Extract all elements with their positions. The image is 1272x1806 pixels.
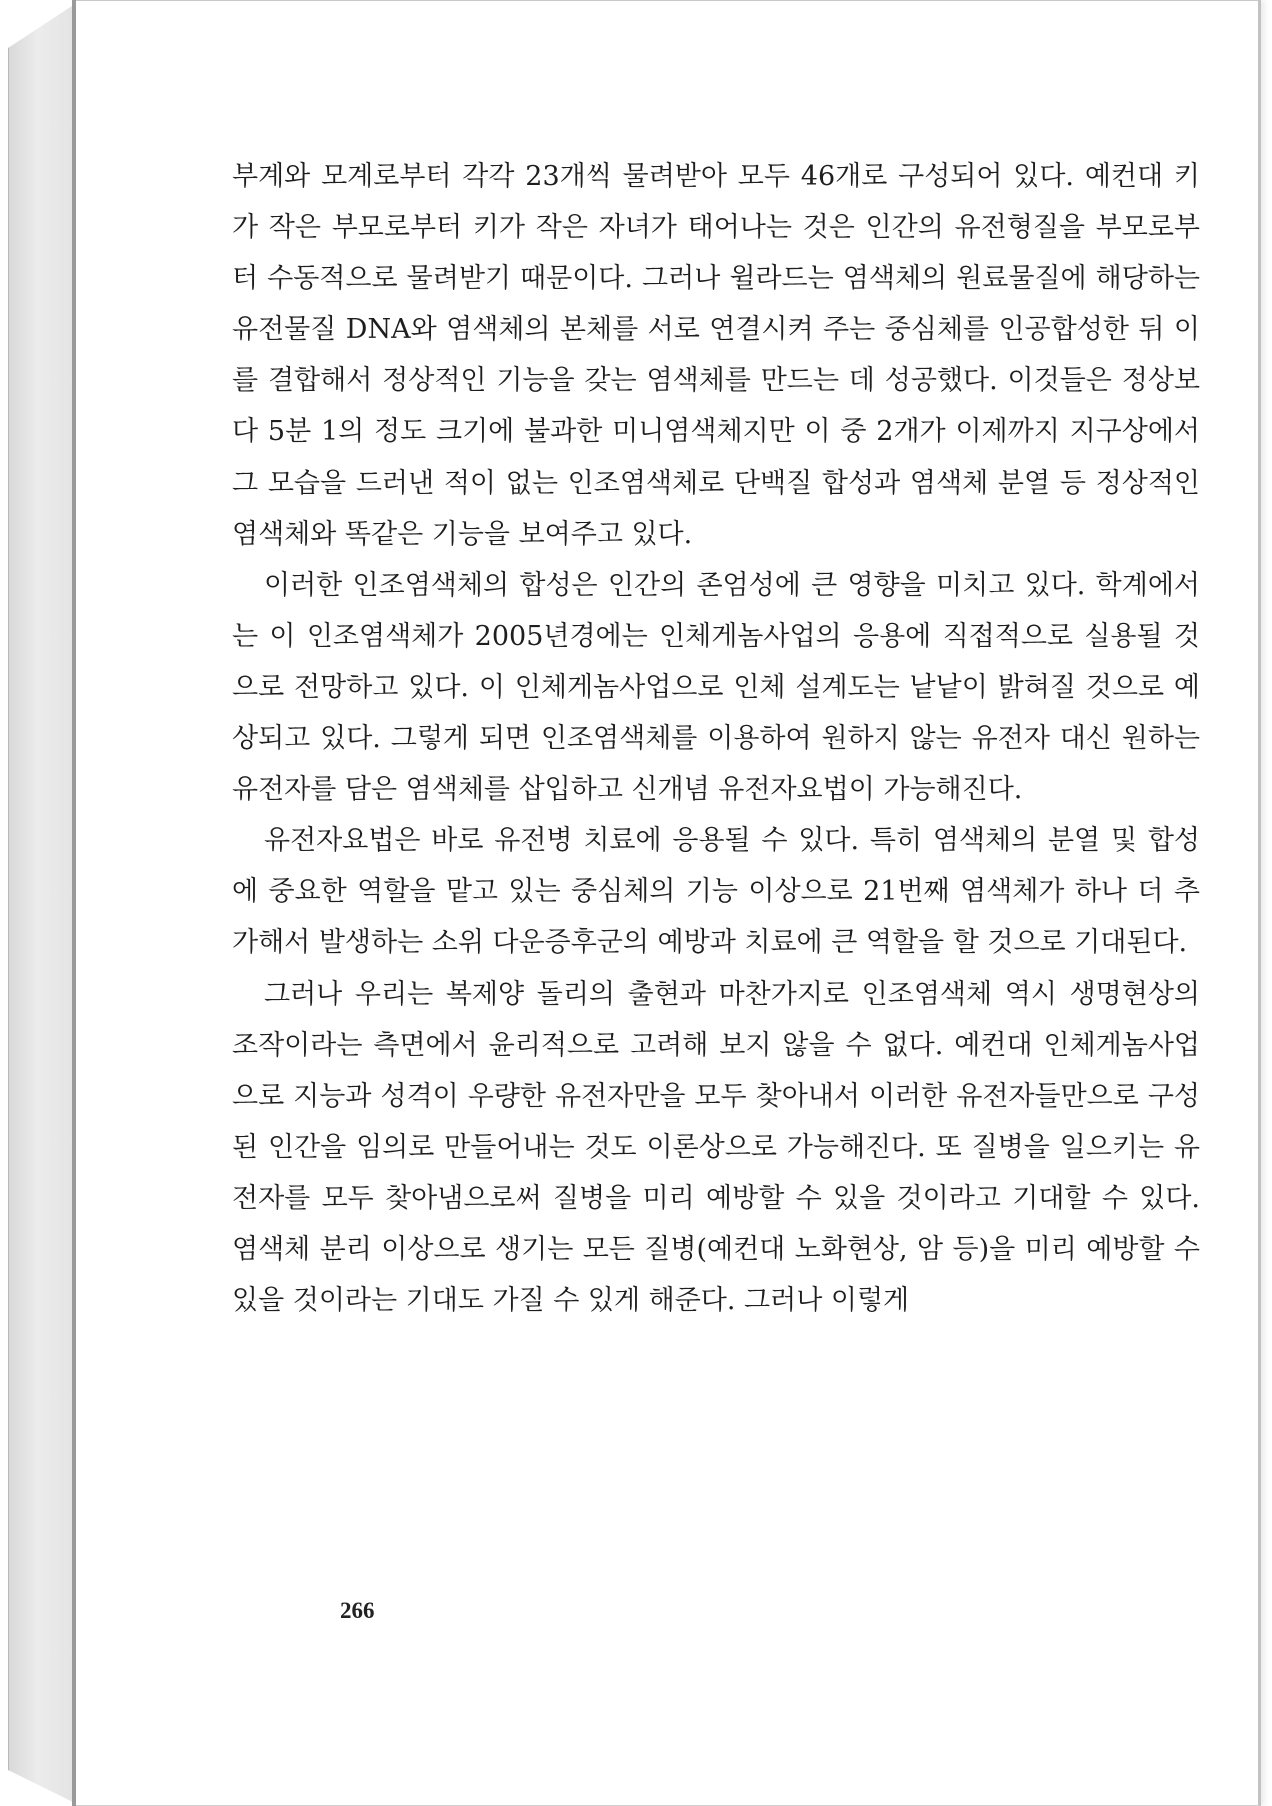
- paragraph-1: 부계와 모계로부터 각각 23개씩 물려받아 모두 46개로 구성되어 있다. 예컨대 키가 작은 부모로부터 키가 작은 자녀가 태어나는 것은 인간의 유전형질을 부모로부터 수동적으로 물려받기 때문이다. 그러나 윌라드는 염색체의 원료물질에 해당하는 유전물질 DNA와 염색체의 본체를 서로 연결시켜 주는 중심체를 인공합성한 뒤 이를 결합해서 정상적인 기능을 갖는 염색체를 만드는 데 성공했다. 이것들은 정상보다 5분 1의 정도 크기에 불과한 미니염색체지만 이 중 2개가 이제까지 지구상에서 그 모습을 드러낸 적이 없는 인조염색체로 단백질 합성과 염색체 분열 등 정상적인 염색체와 똑같은 기능을 보여주고 있다.: [232, 161, 1200, 550]
- paragraph-4: 그러나 우리는 복제양 돌리의 출현과 마찬가지로 인조염색체 역시 생명현상의 조작이라는 측면에서 윤리적으로 고려해 보지 않을 수 없다. 예컨대 인체게놈사업으로 지능과 성격이 우량한 유전자만을 모두 찾아내서 이러한 유전자들만으로 구성된 인간을 임의로 만들어내는 것도 이론상으로 가능해진다. 또 질병을 일으키는 유전자를 모두 찾아냄으로써 질병을 미리 예방할 수 있을 것이라고 기대할 수 있다. 염색체 분리 이상으로 생기는 모든 질병(예컨대 노화현상, 암 등)을 미리 예방할 수 있을 것이라는 기대도 가질 수 있게 해준다. 그러나 이렇게: [232, 978, 1200, 1317]
- book-spine: [8, 0, 81, 1806]
- book-page: [76, 0, 1261, 1806]
- page-number: 266: [340, 1598, 375, 1623]
- page-body-text: [232, 151, 1200, 1326]
- paragraph-3: 유전자요법은 바로 유전병 치료에 응용될 수 있다. 특히 염색체의 분열 및 합성에 중요한 역할을 맡고 있는 중심체의 기능 이상으로 21번째 염색체가 하나 더 추가해서 발생하는 소위 다운증후군의 예방과 치료에 큰 역할을 할 것으로 기대된다.: [232, 825, 1200, 959]
- paragraph-2: 이러한 인조염색체의 합성은 인간의 존엄성에 큰 영향을 미치고 있다. 학계에서는 이 인조염색체가 2005년경에는 인체게놈사업의 응용에 직접적으로 실용될 것으로 전망하고 있다. 이 인체게놈사업으로 인체 설계도는 낱낱이 밝혀질 것으로 예상되고 있다. 그렇게 되면 인조염색체를 이용하여 원하지 않는 유전자 대신 원하는 유전자를 담은 염색체를 삽입하고 신개념 유전자요법이 가능해진다.: [232, 569, 1200, 806]
